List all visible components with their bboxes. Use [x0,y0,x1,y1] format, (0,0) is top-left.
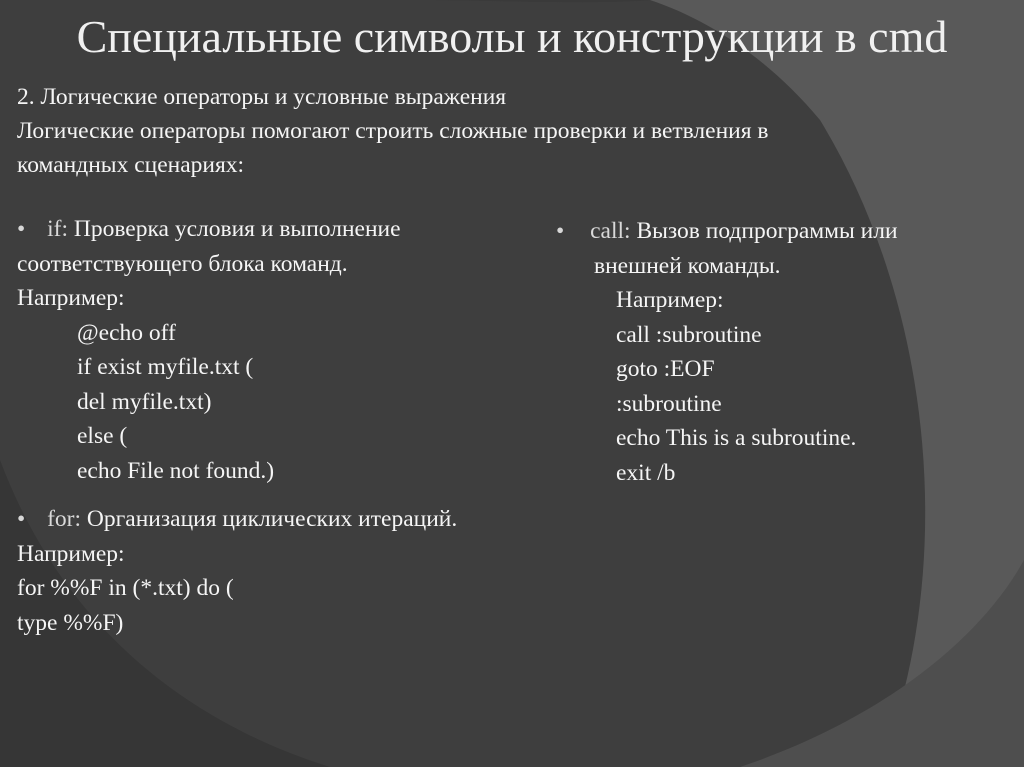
if-keyword: if: [47,216,68,242]
intro-text-line2: командных сценариях: [17,152,245,178]
if-example-label: Например: [17,285,125,311]
slide-title: Специальные символы и конструкции в cmd [76,11,948,62]
for-code-line: type %%F) [17,609,124,636]
call-code-line: call :subroutine [616,321,762,348]
intro-heading: 2. Логические операторы и условные выражения [17,84,507,110]
if-code-line: else ( [77,423,128,449]
intro-section [17,80,997,182]
if-description-line2: соответствующего блока команд. [17,250,348,277]
for-description: Организация циклических итераций. [81,506,458,532]
for-block [17,502,457,640]
bullet-icon: • [17,506,26,532]
if-code-line: @echo off [77,319,176,346]
for-code-line: for %%F in (*.txt) do ( [17,575,234,601]
call-block [556,214,898,490]
bullet-icon: • [17,216,26,242]
if-code-line: echo File not found.) [77,457,275,484]
for-example-label: Например: [17,540,125,567]
call-code-line: echo This is a subroutine. [616,425,857,451]
call-description-line2: внешней команды. [594,252,781,279]
if-code-line: del myfile.txt) [77,388,212,415]
call-code-line: goto :EOF [616,356,715,382]
call-description-line1: Вызов подпрограммы или [630,218,898,244]
bullet-icon: • [556,218,565,244]
call-code-line: exit /b [616,459,676,486]
for-keyword: for: [47,506,82,532]
call-example-label: Например: [616,287,724,313]
if-block [17,212,401,488]
call-keyword: call: [590,218,631,244]
if-description-line1: Проверка условия и выполнение [68,216,401,242]
intro-text-line1: Логические операторы помогают строить сложные проверки и ветвления в [17,118,769,144]
if-code-line: if exist myfile.txt ( [77,354,254,380]
call-code-line: :subroutine [616,390,722,417]
